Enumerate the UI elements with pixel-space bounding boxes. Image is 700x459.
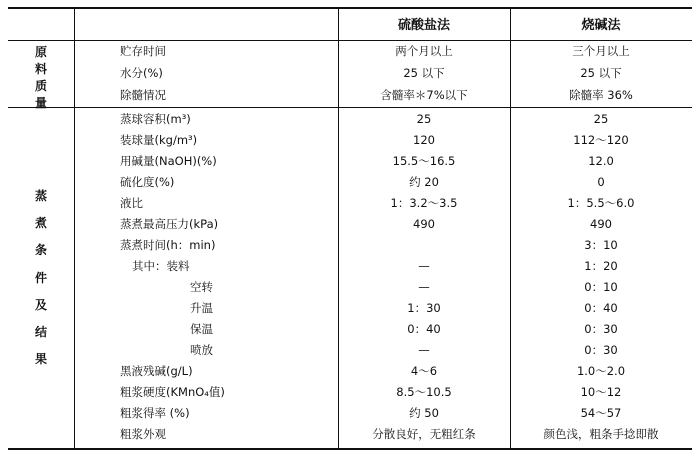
soda-value: 0：30 [584, 322, 618, 336]
soda-value: 112～120 [573, 133, 629, 147]
soda-value: 25 以下 [580, 66, 622, 80]
table-row [74, 172, 692, 193]
table-row [74, 85, 692, 106]
soda-value: 490 [590, 217, 612, 231]
sulfate-value: 约 20 [409, 175, 439, 189]
sulfate-value: 25 [416, 112, 432, 126]
soda-value: 0：10 [584, 280, 618, 294]
sulfate-value: 两个月以上 [395, 44, 453, 58]
sulfate-value: 15.5～16.5 [392, 154, 456, 168]
table-row [74, 319, 692, 340]
group-char: 料 [34, 62, 47, 76]
soda-value: 1.0～2.0 [576, 364, 626, 378]
group-char: 结 [34, 324, 47, 339]
group-char: 及 [34, 297, 47, 312]
table-row [74, 109, 692, 130]
table-row [74, 361, 692, 382]
group-char: 条 [34, 243, 47, 258]
header-sulfate: 硫酸盐法 [397, 18, 450, 33]
soda-value: 除髓率 36% [569, 88, 633, 102]
sulfate-value: — [418, 280, 430, 294]
group-raw-quality [8, 43, 74, 110]
row-label: 升温 [190, 301, 213, 315]
soda-value: 3：10 [584, 238, 618, 252]
table-row [74, 193, 692, 214]
sulfate-value: 8.5～10.5 [396, 385, 452, 399]
soda-value: 三个月以上 [572, 44, 630, 58]
row-label: 液比 [120, 196, 143, 210]
sulfate-value: 25 以下 [403, 66, 445, 80]
row-label: 水分(%) [120, 66, 163, 80]
row-label: 空转 [190, 280, 213, 294]
table-row [74, 298, 692, 319]
row-label: 蒸煮最高压力(kPa) [120, 217, 219, 231]
table-row [74, 256, 692, 277]
table-row [74, 403, 692, 424]
row-label: 蒸煮时间(h：min) [120, 238, 216, 252]
soda-value: 1：5.5～6.0 [567, 196, 635, 210]
table-row [74, 424, 692, 445]
group-cooking-results [8, 177, 74, 377]
soda-value: 颜色浅，粗条手捻即散 [543, 427, 659, 441]
row-label: 喷放 [190, 343, 213, 357]
comparison-table [8, 7, 692, 450]
sulfate-value: 含髓率＊7%以下 [380, 88, 468, 102]
sulfate-value: 4～6 [410, 364, 438, 378]
row-label: 粗浆外观 [120, 427, 166, 441]
row-label: 黑液残碱(g/L) [120, 364, 193, 378]
sulfate-value: — [418, 259, 430, 273]
sulfate-value: — [418, 343, 430, 357]
sulfate-value: 1：3.2～3.5 [390, 196, 458, 210]
row-label: 装球量(kg/m³) [120, 133, 198, 147]
row-label: 用碱量(NaOH)(%) [120, 154, 217, 168]
sulfate-value [338, 235, 510, 256]
group-char: 质 [34, 79, 47, 93]
group-char: 件 [34, 270, 47, 285]
row-label: 粗浆得率 (%) [120, 406, 190, 420]
group-char: 量 [34, 96, 47, 110]
sulfate-value: 0：40 [407, 322, 441, 336]
sulfate-value: 1：30 [407, 301, 441, 315]
table-row [74, 214, 692, 235]
group-char: 煮 [34, 216, 47, 231]
soda-value: 25 [593, 112, 609, 126]
soda-value: 0 [597, 175, 605, 189]
header-soda: 烧碱法 [581, 18, 621, 33]
soda-value: 10～12 [580, 385, 622, 399]
table-row [74, 340, 692, 361]
table-row [74, 41, 692, 62]
row-label: 保温 [190, 322, 213, 336]
row-label: 蒸球容积(m³) [120, 112, 191, 126]
row-label: 粗浆硬度(KMnO₄值) [120, 385, 225, 399]
table-row [74, 277, 692, 298]
group-char: 蒸 [34, 189, 47, 204]
soda-value: 54～57 [580, 406, 622, 420]
soda-value: 0：40 [584, 301, 618, 315]
sulfate-value: 约 50 [409, 406, 439, 420]
sulfate-value: 120 [413, 133, 435, 147]
table-row [74, 235, 692, 256]
table-row [74, 151, 692, 172]
group-char: 原 [34, 45, 47, 59]
sulfate-value: 490 [413, 217, 435, 231]
row-label: 硫化度(%) [120, 175, 175, 189]
soda-value: 12.0 [588, 154, 614, 168]
table-row [74, 63, 692, 84]
row-label: 贮存时间 [120, 44, 166, 58]
sulfate-value: 分散良好，无粗红条 [372, 427, 476, 441]
soda-value: 1：20 [584, 259, 618, 273]
row-label: 其中：装料 [132, 259, 190, 273]
table-row [74, 130, 692, 151]
table-row [74, 382, 692, 403]
section-rule [8, 107, 692, 108]
group-char: 果 [34, 351, 47, 366]
table-bottom-rule [8, 448, 692, 450]
soda-value: 0：30 [584, 343, 618, 357]
row-label: 除髓情况 [120, 88, 166, 102]
